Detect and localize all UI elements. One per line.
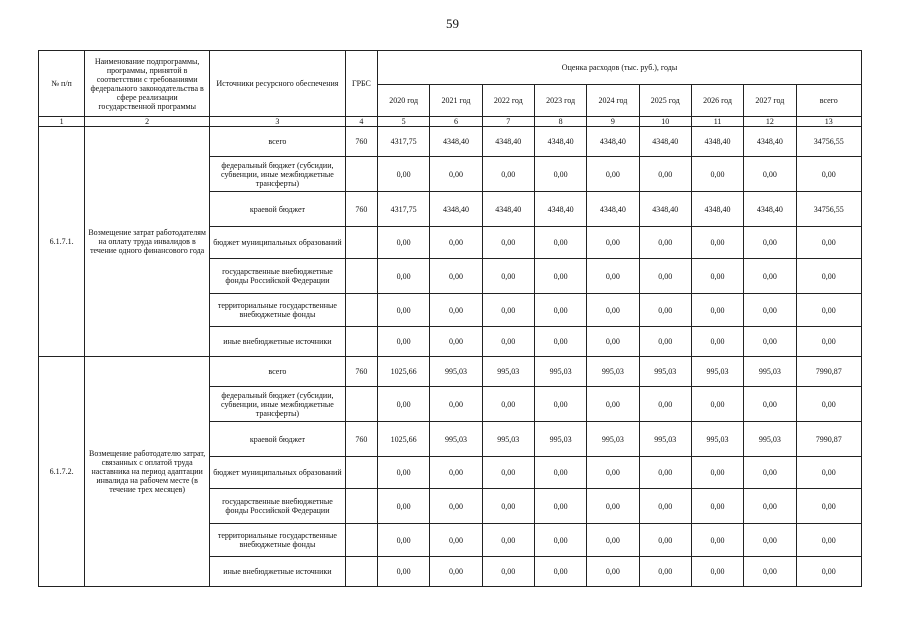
grbs-code: 760 <box>345 422 377 457</box>
year-value: 0,00 <box>587 157 639 192</box>
year-value: 0,00 <box>430 259 482 294</box>
year-value: 0,00 <box>378 227 430 259</box>
year-value: 0,00 <box>691 327 743 357</box>
header-year: 2022 год <box>482 85 534 117</box>
year-value: 995,03 <box>744 422 796 457</box>
total-value: 7990,87 <box>796 422 861 457</box>
column-number: 10 <box>639 117 691 127</box>
year-value: 4348,40 <box>744 127 796 157</box>
total-value: 0,00 <box>796 557 861 587</box>
year-value: 4348,40 <box>744 192 796 227</box>
year-value: 0,00 <box>378 294 430 327</box>
year-value: 0,00 <box>378 557 430 587</box>
table-body <box>39 127 862 587</box>
header-number: № п/п <box>39 51 85 117</box>
funding-source: краевой бюджет <box>210 422 346 457</box>
year-value: 0,00 <box>482 489 534 524</box>
header-sources: Источники ресурсного обеспечения <box>210 51 346 117</box>
funding-source: государственные внебюджетные фонды Российской Федерации <box>210 259 346 294</box>
total-value: 34756,55 <box>796 192 861 227</box>
year-value: 4348,40 <box>587 192 639 227</box>
year-value: 995,03 <box>482 357 534 387</box>
year-value: 0,00 <box>744 327 796 357</box>
row-code: 6.1.7.2. <box>39 357 85 587</box>
year-value: 4348,40 <box>639 192 691 227</box>
funding-source: территориальные государственные внебюджетные фонды <box>210 524 346 557</box>
header-year: 2023 год <box>534 85 586 117</box>
year-value: 0,00 <box>482 259 534 294</box>
year-value: 4348,40 <box>430 127 482 157</box>
table-row <box>39 357 862 387</box>
year-value: 0,00 <box>482 387 534 422</box>
year-value: 4348,40 <box>430 192 482 227</box>
year-value: 0,00 <box>691 294 743 327</box>
year-value: 0,00 <box>587 557 639 587</box>
year-value: 4348,40 <box>639 127 691 157</box>
year-value: 995,03 <box>430 357 482 387</box>
total-value: 7990,87 <box>796 357 861 387</box>
grbs-code <box>345 387 377 422</box>
year-value: 0,00 <box>639 457 691 489</box>
year-value: 0,00 <box>534 457 586 489</box>
year-value: 0,00 <box>430 557 482 587</box>
year-value: 0,00 <box>639 157 691 192</box>
header-year: 2020 год <box>378 85 430 117</box>
column-number: 5 <box>378 117 430 127</box>
funding-source: всего <box>210 357 346 387</box>
header-expenses: Оценка расходов (тыс. руб.), годы <box>378 51 862 85</box>
grbs-code <box>345 557 377 587</box>
year-value: 0,00 <box>691 524 743 557</box>
year-value: 0,00 <box>534 557 586 587</box>
grbs-code: 760 <box>345 357 377 387</box>
grbs-code <box>345 157 377 192</box>
year-value: 995,03 <box>587 357 639 387</box>
grbs-code <box>345 227 377 259</box>
year-value: 0,00 <box>482 157 534 192</box>
total-value: 0,00 <box>796 524 861 557</box>
year-value: 0,00 <box>587 524 639 557</box>
total-value: 34756,55 <box>796 127 861 157</box>
funding-source: всего <box>210 127 346 157</box>
year-value: 0,00 <box>482 557 534 587</box>
year-value: 0,00 <box>482 457 534 489</box>
year-value: 0,00 <box>744 259 796 294</box>
year-value: 0,00 <box>639 557 691 587</box>
year-value: 0,00 <box>587 294 639 327</box>
column-number: 1 <box>39 117 85 127</box>
header-year: 2021 год <box>430 85 482 117</box>
year-value: 0,00 <box>430 294 482 327</box>
header-year: 2024 год <box>587 85 639 117</box>
column-number: 13 <box>796 117 861 127</box>
total-value: 0,00 <box>796 259 861 294</box>
header-year: 2025 год <box>639 85 691 117</box>
year-value: 4317,75 <box>378 127 430 157</box>
grbs-code <box>345 524 377 557</box>
year-value: 0,00 <box>691 489 743 524</box>
year-value: 0,00 <box>534 327 586 357</box>
year-value: 0,00 <box>587 387 639 422</box>
header-year: 2027 год <box>744 85 796 117</box>
year-value: 0,00 <box>587 227 639 259</box>
year-value: 0,00 <box>430 157 482 192</box>
total-value: 0,00 <box>796 294 861 327</box>
funding-source: федеральный бюджет (субсидии, субвенции, иные межбюджетные трансферты) <box>210 157 346 192</box>
funding-source: краевой бюджет <box>210 192 346 227</box>
year-value: 0,00 <box>587 327 639 357</box>
table-row <box>39 127 862 157</box>
year-value: 995,03 <box>691 357 743 387</box>
year-value: 0,00 <box>744 457 796 489</box>
year-value: 1025,66 <box>378 357 430 387</box>
year-value: 4348,40 <box>534 192 586 227</box>
year-value: 0,00 <box>378 157 430 192</box>
year-value: 4348,40 <box>482 192 534 227</box>
year-value: 0,00 <box>639 489 691 524</box>
year-value: 995,03 <box>482 422 534 457</box>
header-total: всего <box>796 85 861 117</box>
funding-source: иные внебюджетные источники <box>210 557 346 587</box>
year-value: 0,00 <box>639 524 691 557</box>
header-name: Наименование подпрограммы, программы, принятой в соответствии с требованиями федерального законодательства в сфере реализации государственной программы <box>85 51 210 117</box>
year-value: 4348,40 <box>482 127 534 157</box>
year-value: 0,00 <box>430 227 482 259</box>
year-value: 0,00 <box>482 524 534 557</box>
year-value: 0,00 <box>587 457 639 489</box>
page-number: 59 <box>446 16 459 31</box>
column-number: 9 <box>587 117 639 127</box>
year-value: 995,03 <box>534 422 586 457</box>
year-value: 4317,75 <box>378 192 430 227</box>
column-number: 11 <box>691 117 743 127</box>
year-value: 995,03 <box>744 357 796 387</box>
year-value: 0,00 <box>691 387 743 422</box>
column-number: 7 <box>482 117 534 127</box>
grbs-code <box>345 489 377 524</box>
year-value: 0,00 <box>744 557 796 587</box>
year-value: 0,00 <box>587 259 639 294</box>
year-value: 0,00 <box>691 227 743 259</box>
grbs-code: 760 <box>345 127 377 157</box>
year-value: 0,00 <box>534 294 586 327</box>
grbs-code <box>345 294 377 327</box>
year-value: 0,00 <box>482 327 534 357</box>
year-value: 995,03 <box>430 422 482 457</box>
year-value: 1025,66 <box>378 422 430 457</box>
funding-source: иные внебюджетные источники <box>210 327 346 357</box>
year-value: 0,00 <box>744 227 796 259</box>
year-value: 0,00 <box>587 489 639 524</box>
column-number: 3 <box>210 117 346 127</box>
year-value: 0,00 <box>744 489 796 524</box>
header-grbs: ГРБС <box>345 51 377 117</box>
total-value: 0,00 <box>796 227 861 259</box>
year-value: 995,03 <box>587 422 639 457</box>
year-value: 995,03 <box>639 422 691 457</box>
year-value: 0,00 <box>378 489 430 524</box>
year-value: 4348,40 <box>691 192 743 227</box>
year-value: 0,00 <box>639 259 691 294</box>
year-value: 0,00 <box>430 387 482 422</box>
year-value: 0,00 <box>534 259 586 294</box>
year-value: 0,00 <box>482 294 534 327</box>
row-name: Возмещение затрат работодателям на оплату труда инвалидов в течение одного финансового года <box>85 127 210 357</box>
year-value: 0,00 <box>691 259 743 294</box>
year-value: 0,00 <box>378 457 430 489</box>
year-value: 0,00 <box>691 557 743 587</box>
row-name: Возмещение работодателю затрат, связанных с оплатой труда наставника на период адаптации инвалида на рабочем месте (в течение трех месяцев) <box>85 357 210 587</box>
year-value: 4348,40 <box>587 127 639 157</box>
grbs-code <box>345 457 377 489</box>
funding-source: бюджет муниципальных образований <box>210 457 346 489</box>
column-number: 6 <box>430 117 482 127</box>
year-value: 0,00 <box>378 259 430 294</box>
header-year: 2026 год <box>691 85 743 117</box>
year-value: 0,00 <box>378 524 430 557</box>
year-value: 0,00 <box>691 457 743 489</box>
year-value: 4348,40 <box>534 127 586 157</box>
total-value: 0,00 <box>796 457 861 489</box>
total-value: 0,00 <box>796 387 861 422</box>
year-value: 0,00 <box>430 489 482 524</box>
year-value: 0,00 <box>744 157 796 192</box>
year-value: 0,00 <box>744 524 796 557</box>
year-value: 0,00 <box>639 387 691 422</box>
total-value: 0,00 <box>796 157 861 192</box>
column-number: 12 <box>744 117 796 127</box>
year-value: 995,03 <box>534 357 586 387</box>
year-value: 0,00 <box>378 327 430 357</box>
grbs-code <box>345 259 377 294</box>
funding-source: государственные внебюджетные фонды Российской Федерации <box>210 489 346 524</box>
year-value: 0,00 <box>534 227 586 259</box>
funding-source: федеральный бюджет (субсидии, субвенции, иные межбюджетные трансферты) <box>210 387 346 422</box>
year-value: 0,00 <box>430 457 482 489</box>
year-value: 995,03 <box>691 422 743 457</box>
year-value: 0,00 <box>430 524 482 557</box>
year-value: 0,00 <box>430 327 482 357</box>
year-value: 4348,40 <box>691 127 743 157</box>
year-value: 0,00 <box>744 294 796 327</box>
year-value: 0,00 <box>639 227 691 259</box>
year-value: 0,00 <box>378 387 430 422</box>
budget-table <box>38 50 862 587</box>
year-value: 0,00 <box>534 489 586 524</box>
year-value: 0,00 <box>482 227 534 259</box>
column-number: 8 <box>534 117 586 127</box>
year-value: 0,00 <box>534 157 586 192</box>
total-value: 0,00 <box>796 489 861 524</box>
year-value: 0,00 <box>639 294 691 327</box>
funding-source: территориальные государственные внебюджетные фонды <box>210 294 346 327</box>
column-number: 2 <box>85 117 210 127</box>
year-value: 0,00 <box>744 387 796 422</box>
year-value: 0,00 <box>639 327 691 357</box>
row-code: 6.1.7.1. <box>39 127 85 357</box>
year-value: 0,00 <box>534 524 586 557</box>
column-number: 4 <box>345 117 377 127</box>
year-value: 0,00 <box>534 387 586 422</box>
grbs-code <box>345 327 377 357</box>
funding-source: бюджет муниципальных образований <box>210 227 346 259</box>
year-value: 0,00 <box>691 157 743 192</box>
total-value: 0,00 <box>796 327 861 357</box>
grbs-code: 760 <box>345 192 377 227</box>
year-value: 995,03 <box>639 357 691 387</box>
